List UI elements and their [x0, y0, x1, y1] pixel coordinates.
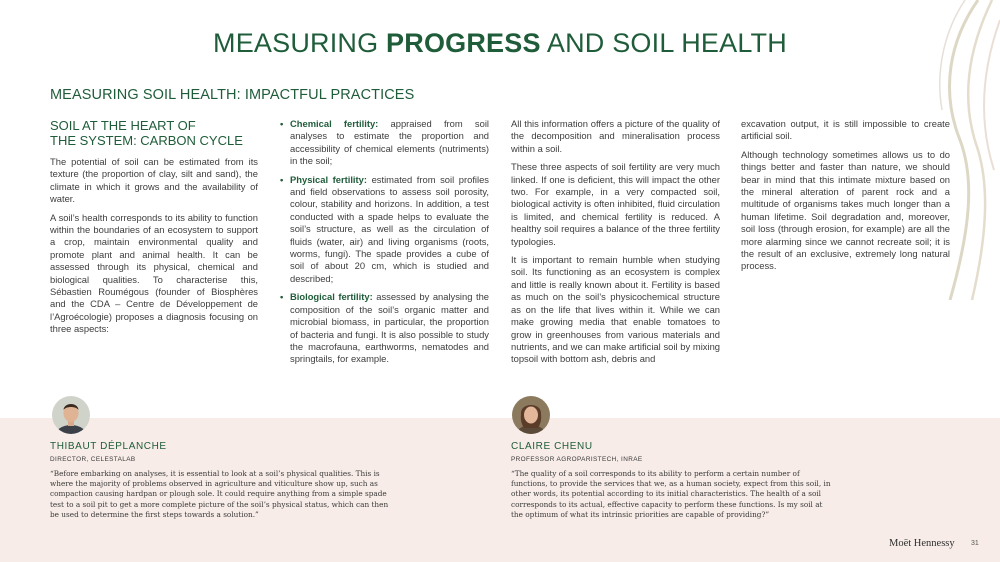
quote-author-role: DIRECTOR, CELESTALAB — [50, 456, 136, 463]
list-item — [280, 291, 489, 365]
avatar — [52, 396, 90, 434]
paragraph: Although technology sometimes allows us to do things better and faster than nature, we should bear in mind that this intimate mixture based on the mineral alteration of parent rock and a multitude of organisms takes much longer than a human lifetime. Soil degradation and, moreover, soil loss (through erosion, for example) are all the more alarming since we cannot recreate soil; it is the result of an exclusive, extremely long natural process. — [741, 148, 950, 272]
section-title: MEASURING SOIL HEALTH: IMPACTFUL PRACTICES — [50, 87, 415, 103]
paragraph: A soil’s health corresponds to its ability to function within the boundaries of an ecosystem to support a crop, maintain environmental quality and promote plant and animal health. It can be assessed through its physical, chemical and biological qualities. To characterise this, Sébastien Roumégous (founder of Biosphères and the CDA – Centre de Développement de l’Agroécologie) proposes a diagnosis focusing on three aspects: — [50, 211, 258, 335]
bullet-icon: • — [280, 118, 284, 129]
quote-author-role: PROFESSOR AGROPARISTECH, INRAE — [511, 456, 643, 463]
list-item-text: assessed by analysing the composition of the soil’s organic matter and microbial biomass, in particular, the proportion of bacteria and fungi. It is also possible to study the macrofauna, earthworms, nematodes and springtails, for example. — [290, 291, 489, 365]
paragraph: It is important to remain humble when studying soil. Its functioning as an ecosystem is complex and little is really known about it. Fertility is based as much on the soil’s physicochemical structure as on the life that lives within it. While we can make growing media that enable tomatoes to grow in greenhouses from various materials and nutrients, and we can make artificial soil by mixing topsoil with bottom ash, debris and — [511, 254, 720, 365]
title-part-1: MEASURING — [213, 28, 387, 58]
page-number: 31 — [971, 540, 979, 547]
list-item-text: estimated from soil profiles and field observations to assess soil porosity, colour, stability and horizons. In addition, a test conducted with a spade helps to evaluate the soil’s structure, as well as the circulation of fluids (water, air) and living organisms (roots, worms, fungi). The spade provides a cube of soil of about 20 cm, which is studied and described; — [290, 173, 489, 284]
paragraph: excavation output, it is still impossible to create artificial soil. — [741, 118, 950, 142]
list-item — [280, 174, 489, 286]
title-bold: PROGRESS — [386, 28, 541, 58]
fertility-list — [280, 118, 489, 366]
column-2 — [280, 118, 489, 372]
column-4 — [741, 118, 950, 279]
quote-author-name: THIBAUT DÉPLANCHE — [50, 441, 167, 452]
column-3 — [511, 118, 720, 372]
list-item-text: appraised from soil analyses to estimate the proportion and accessibility of chemical elements (nutriments) in the soil; — [290, 118, 489, 167]
bullet-icon: • — [280, 291, 284, 303]
avatar — [512, 396, 550, 434]
subtitle-line-1: SOIL AT THE HEART OF — [50, 118, 196, 133]
list-item-label: Chemical fertility: — [290, 118, 379, 129]
paragraph: These three aspects of soil fertility are very much linked. If one is deficient, this will impact the other two. For example, in a very compacted soil, biological activity is often inhibited, fluid circulation is limited, and chemical fertility is reduced. A healthy soil requires a balance of the three fertility typologies. — [511, 161, 720, 247]
column-subtitle — [50, 118, 258, 148]
list-item — [280, 118, 489, 168]
list-item-label: Physical fertility: — [290, 173, 367, 185]
paragraph: The potential of soil can be estimated from its texture (the proportion of clay, silt and sand), the climate in which it grows and the availability of water. — [50, 156, 258, 205]
subtitle-line-2: THE SYSTEM: CARBON CYCLE — [50, 133, 243, 148]
quote-author-name: CLAIRE CHENU — [511, 441, 593, 452]
bullet-icon: • — [280, 173, 284, 185]
brand-logo: Moët Hennessy — [889, 538, 955, 549]
quote-text: “Before embarking on analyses, it is essential to look at a soil’s physical qualities. This is where the majority of problems observed in agriculture and viticulture show up, such as compaction causing hardpan or plough sole. It could require anything from a simple spade test to a soil pit to get a more complete picture of the soil’s physical status, which can then be used to determine the first steps towards a solution.” — [50, 469, 389, 519]
paragraph: All this information offers a picture of the quality of the decomposition and mineralisation process within a soil. — [511, 118, 720, 154]
column-1 — [50, 118, 258, 342]
list-item-label: Biological fertility: — [290, 291, 373, 303]
title-part-2: AND SOIL HEALTH — [540, 28, 787, 58]
page-title — [0, 28, 1000, 59]
quote-text: “The quality of a soil corresponds to its ability to perform a certain number of functions, to provide the services that we, as a human society, expect from this soil, in other words, its potential according to its initial characteristics. The health of a soil corresponds to its actual, effective capacity to perform these functions. Is my soil at the optimum of what its intrinsic priorities are capable of providing?” — [511, 469, 831, 519]
